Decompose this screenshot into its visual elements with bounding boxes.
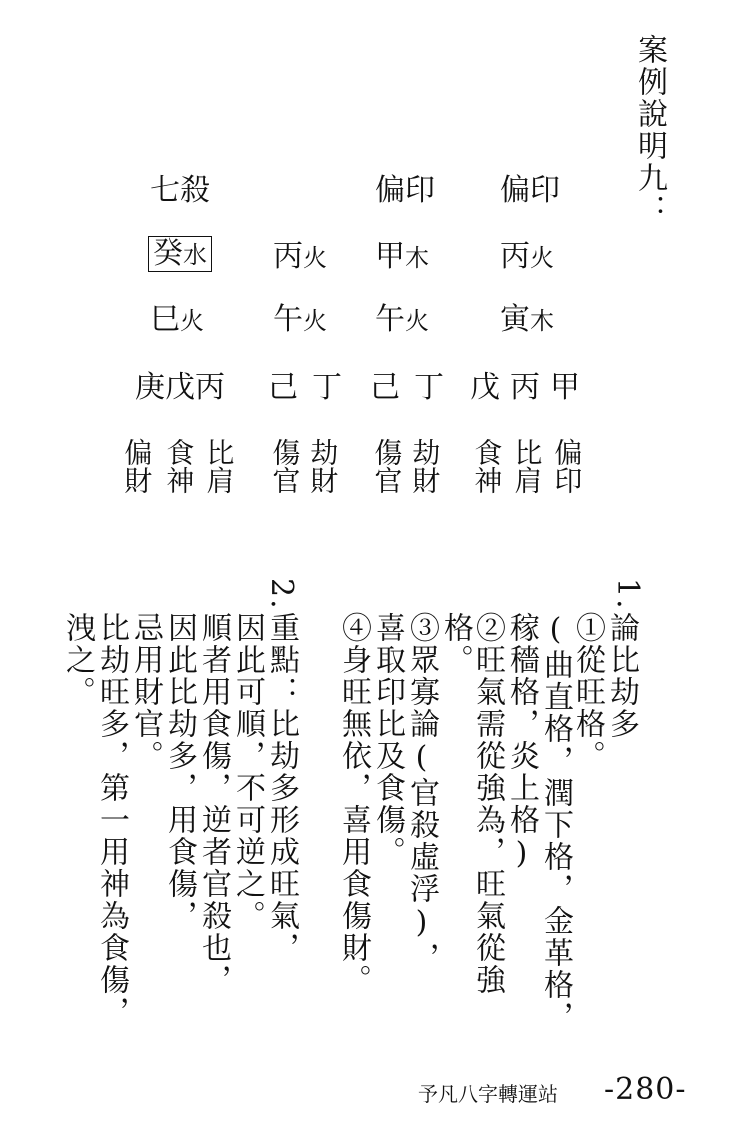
hidden-stems-day: 己丁 — [268, 370, 356, 405]
stem-hour — [148, 236, 212, 272]
ten-god: 比肩 — [510, 438, 544, 494]
note2-line-e: 忌用財官。 — [128, 612, 163, 772]
note1-item2-b: 格。 — [438, 612, 473, 676]
ten-god: 食神 — [470, 438, 504, 494]
branch-element: 火 — [303, 307, 327, 335]
note2-line-a: 重點：比劫多形成旺氣， — [264, 612, 299, 964]
note1-item3-b: 喜取印比及食傷。 — [370, 612, 405, 868]
god-hour: 七殺 — [150, 173, 210, 208]
stem-char: 癸 — [153, 236, 183, 271]
stem-element: 火 — [303, 244, 327, 272]
ten-god: 比肩 — [202, 438, 236, 494]
hidden-stems-hour: 庚戊丙 — [135, 370, 225, 405]
hidden-stems-year: 戊丙甲 — [470, 370, 590, 405]
stem-month — [375, 239, 429, 274]
stem-day — [273, 239, 327, 274]
note2-line-f: 比劫旺多，第一用神為食傷， — [94, 612, 129, 1028]
ten-god: 劫財 — [408, 438, 442, 494]
stem-char: 丙 — [273, 239, 303, 274]
ten-god: 傷官 — [268, 438, 302, 494]
branch-hour — [150, 302, 204, 337]
stem-element: 木 — [405, 244, 429, 272]
note1-item2-a: ②旺氣需從強為，旺氣從強 — [470, 612, 505, 996]
branch-element: 木 — [530, 307, 554, 335]
note2-line-b: 因此可順，不可逆之。 — [230, 612, 265, 932]
page-number: -280- — [604, 1072, 687, 1107]
ten-god: 偏財 — [120, 438, 154, 494]
branch-element: 火 — [180, 307, 204, 335]
note2-line-d: 因此比劫多，用食傷， — [162, 612, 197, 932]
god-year: 偏印 — [500, 173, 560, 208]
book-title: 予凡八字轉運站 — [418, 1082, 558, 1106]
stem-element: 火 — [530, 244, 554, 272]
note1-number: 1. — [610, 578, 645, 611]
branch-char: 午 — [273, 302, 303, 337]
note1-title: 論比劫多 — [604, 612, 639, 740]
ten-god: 偏印 — [550, 438, 584, 494]
stem-char: 丙 — [500, 239, 530, 274]
bazi-chart — [0, 0, 739, 520]
ten-god: 傷官 — [370, 438, 404, 494]
branch-char: 寅 — [500, 302, 530, 337]
page-title: 案例說明九： — [632, 34, 667, 226]
branch-year — [500, 302, 554, 337]
note2-number: 2. — [264, 578, 299, 611]
stem-element: 水 — [183, 241, 207, 269]
branch-char: 午 — [375, 302, 405, 337]
note1-item1-detail-b: 稼穡格，炎上格) — [504, 612, 539, 873]
ten-god: 劫財 — [306, 438, 340, 494]
hidden-stems-month: 己丁 — [370, 370, 458, 405]
branch-day — [273, 302, 327, 337]
note1-item1: ①從旺格。 — [570, 612, 605, 772]
note1-item4: ④身旺無依，喜用食傷財。 — [336, 612, 371, 996]
branch-char: 巳 — [150, 302, 180, 337]
note2-line-g: 洩之。 — [60, 612, 95, 708]
branch-element: 火 — [405, 307, 429, 335]
note1-item1-detail-a: (曲直格，潤下格，金革格， — [538, 612, 573, 1033]
branch-month — [375, 302, 429, 337]
god-month: 偏印 — [375, 173, 435, 208]
ten-god: 食神 — [162, 438, 196, 494]
stem-year — [500, 239, 554, 274]
note1-item3-a: ③眾寡論(官殺虛浮)， — [404, 612, 439, 974]
note2-line-c: 順者用食傷，逆者官殺也， — [196, 612, 231, 996]
stem-char: 甲 — [375, 239, 405, 274]
